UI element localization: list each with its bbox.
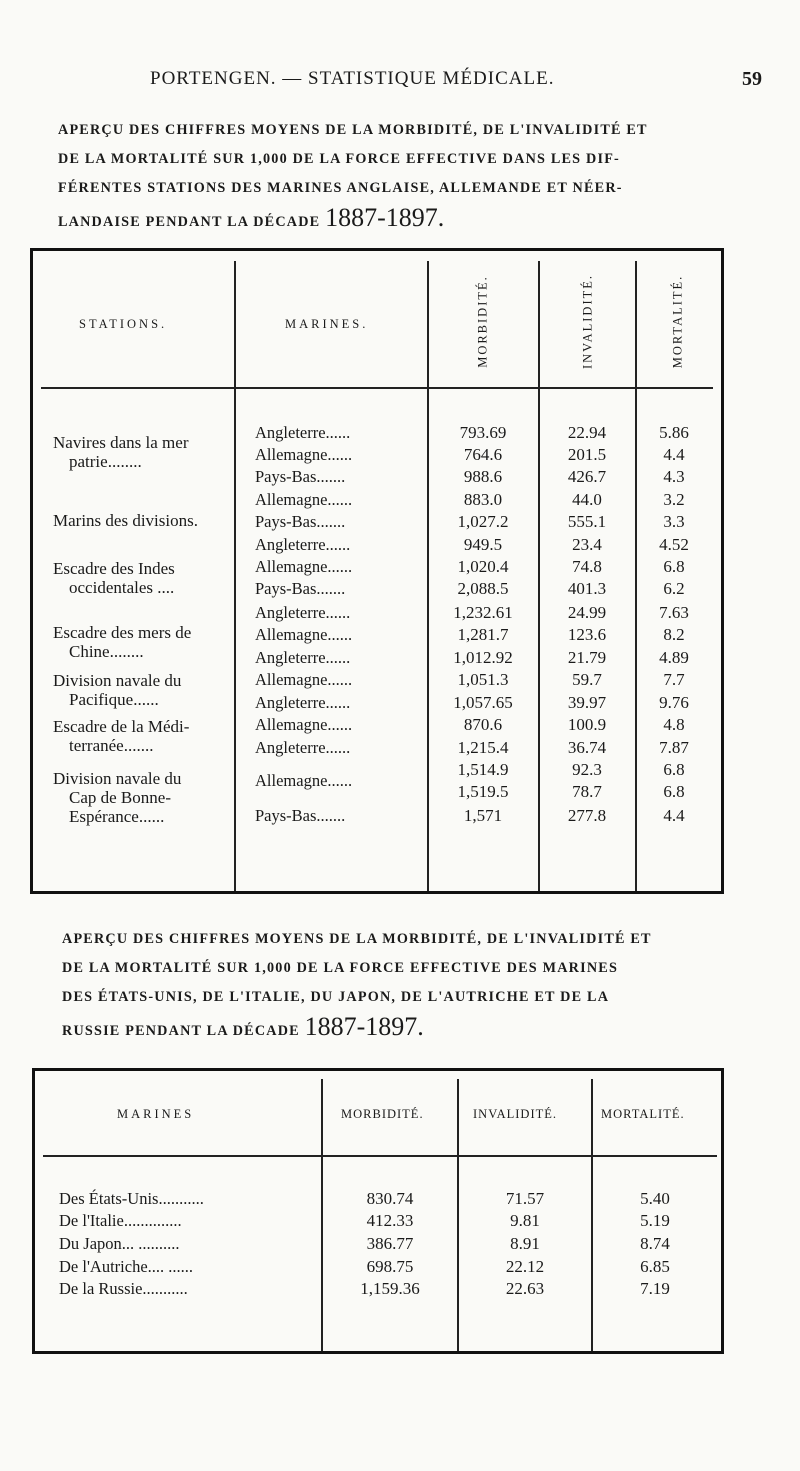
mortalite-cell: 4.52: [659, 535, 689, 554]
invalidite-cell: 100.9: [567, 715, 607, 734]
column-rule: [635, 261, 637, 891]
mortalite-cell: 6.8: [663, 760, 685, 779]
running-head: [140, 68, 770, 98]
column-rule: [321, 1079, 323, 1351]
mortalite-cell: 4.4: [663, 445, 685, 464]
mortalite-cell: 7.7: [663, 670, 685, 689]
table1-caption: [58, 116, 722, 237]
invalidite-cell: 123.6: [567, 625, 607, 644]
morbidite-cell: 1,020.4: [457, 557, 509, 576]
morbidite-cell: 1,012.92: [453, 648, 513, 667]
mortalite-cell: 3.2: [663, 490, 685, 509]
marine-cell: De l'Autriche.... ......: [59, 1257, 194, 1276]
morbidite-cell: 1,232.61: [453, 603, 513, 622]
morbidite-cell: 883.0: [463, 490, 503, 509]
invalidite-cell: 426.7: [567, 467, 607, 486]
invalidite-cell: 555.1: [567, 512, 607, 531]
station-label: Escadre de la Médi- terranée.......: [53, 717, 190, 755]
marine-cell: Angleterre......: [255, 423, 351, 442]
marine-cell: Du Japon... ..........: [59, 1234, 180, 1253]
marine-cell: Pays-Bas.......: [255, 579, 346, 598]
caption-line: RUSSIE PENDANT LA DÉCADE 1887-1897.: [62, 1012, 424, 1041]
column-rule: [538, 261, 540, 891]
station-label: Escadre des mers de Chine........: [53, 623, 192, 661]
mortalite-cell: 5.19: [640, 1211, 670, 1230]
station-label: Division navale du Pacifique......: [53, 671, 182, 709]
header-mortalite: MORTALITÉ.: [601, 1107, 685, 1121]
marine-cell: Angleterre......: [255, 603, 351, 622]
invalidite-cell: 21.79: [567, 648, 607, 667]
table2-caption: [62, 925, 724, 1046]
invalidite-cell: 44.0: [572, 490, 602, 509]
page-number: 59: [742, 68, 762, 90]
morbidite-cell: 698.75: [366, 1257, 414, 1276]
invalidite-cell: 39.97: [567, 693, 607, 712]
caption-decade: 1887-1897.: [325, 203, 445, 232]
mortalite-cell: 7.63: [659, 603, 689, 622]
morbidite-cell: 764.6: [463, 445, 503, 464]
mortalite-cell: 7.87: [659, 738, 689, 757]
invalidite-cell: 78.7: [572, 782, 602, 801]
marine-cell: Allemagne......: [255, 445, 353, 464]
marine-cell: Angleterre......: [255, 648, 351, 667]
caption-decade: 1887-1897.: [304, 1012, 424, 1041]
mortalite-cell: 6.8: [663, 782, 685, 801]
mortalite-cell: 8.2: [663, 625, 685, 644]
invalidite-cell: 8.91: [510, 1234, 540, 1253]
morbidite-cell: 1,027.2: [457, 512, 509, 531]
header-invalidite: INVALIDITÉ.: [473, 1107, 558, 1121]
marine-cell: Angleterre......: [255, 738, 351, 757]
invalidite-cell: 22.94: [567, 423, 607, 442]
mortalite-cell: 6.8: [663, 557, 685, 576]
marine-cell: Pays-Bas.......: [255, 512, 346, 531]
invalidite-cell: 59.7: [572, 670, 602, 689]
invalidite-cell: 71.57: [505, 1189, 545, 1208]
caption-line: APERÇU DES CHIFFRES MOYENS DE LA MORBIDITÉ, DE L'INVALIDITÉ ET: [62, 931, 652, 947]
morbidite-cell: 1,051.3: [457, 670, 509, 689]
table1: [30, 248, 724, 894]
station-label: Marins des divisions.: [53, 511, 198, 530]
morbidite-cell: 1,159.36: [360, 1279, 420, 1298]
marine-cell: Angleterre......: [255, 535, 351, 554]
running-title: PORTENGEN. — STATISTIQUE MÉDICALE.: [150, 68, 555, 89]
mortalite-cell: 8.74: [640, 1234, 670, 1253]
header-morbidite: MORBIDITÉ.: [475, 275, 490, 368]
morbidite-cell: 870.6: [463, 715, 503, 734]
invalidite-cell: 9.81: [510, 1211, 540, 1230]
morbidite-cell: 1,215.4: [457, 738, 509, 757]
marine-cell: De la Russie...........: [59, 1279, 188, 1298]
marine-cell: Allemagne......: [255, 771, 353, 790]
marine-cell: Angleterre......: [255, 693, 351, 712]
mortalite-cell: 4.3: [663, 467, 685, 486]
header-mortalite: MORTALITÉ.: [670, 274, 685, 369]
invalidite-cell: 201.5: [567, 445, 607, 464]
mortalite-cell: 9.76: [659, 693, 689, 712]
header-morbidite: MORBIDITÉ.: [341, 1107, 424, 1121]
morbidite-cell: 1,514.9: [457, 760, 509, 779]
header-stations: STATIONS.: [79, 317, 168, 331]
marine-cell: Des États-Unis...........: [59, 1189, 204, 1208]
invalidite-cell: 23.4: [572, 535, 602, 554]
morbidite-cell: 2,088.5: [457, 579, 509, 598]
station-label: Escadre des Indes occidentales ....: [53, 559, 175, 597]
morbidite-cell: 949.5: [463, 535, 503, 554]
mortalite-cell: 4.4: [663, 806, 685, 825]
invalidite-cell: 277.8: [567, 806, 607, 825]
mortalite-cell: 5.86: [659, 423, 689, 442]
marine-cell: Allemagne......: [255, 715, 353, 734]
caption-line: DES ÉTATS-UNIS, DE L'ITALIE, DU JAPON, DE L'AUTRICHE ET DE LA: [62, 989, 610, 1005]
header-rule: [43, 1155, 717, 1157]
mortalite-cell: 7.19: [640, 1279, 670, 1298]
mortalite-cell: 6.85: [640, 1257, 670, 1276]
table2: [32, 1068, 724, 1354]
invalidite-cell: 92.3: [572, 760, 602, 779]
morbidite-cell: 793.69: [459, 423, 507, 442]
morbidite-cell: 412.33: [366, 1211, 414, 1230]
morbidite-cell: 830.74: [366, 1189, 414, 1208]
marine-cell: Pays-Bas.......: [255, 806, 346, 825]
mortalite-cell: 5.40: [640, 1189, 670, 1208]
invalidite-cell: 36.74: [567, 738, 607, 757]
marine-cell: De l'Italie..............: [59, 1211, 182, 1230]
column-rule: [427, 261, 429, 891]
mortalite-cell: 3.3: [663, 512, 685, 531]
mortalite-cell: 4.8: [663, 715, 685, 734]
column-rule: [234, 261, 236, 891]
marine-cell: Allemagne......: [255, 557, 353, 576]
station-label: Navires dans la mer patrie........: [53, 433, 189, 471]
morbidite-cell: 1,571: [463, 806, 503, 825]
marine-cell: Allemagne......: [255, 670, 353, 689]
invalidite-cell: 22.63: [505, 1279, 545, 1298]
header-rule: [41, 387, 713, 389]
caption-line: FÉRENTES STATIONS DES MARINES ANGLAISE, ALLEMANDE ET NÉER-: [58, 180, 623, 196]
header-marines: MARINES: [117, 1107, 195, 1121]
marine-cell: Allemagne......: [255, 625, 353, 644]
morbidite-cell: 1,281.7: [457, 625, 509, 644]
header-marines: MARINES.: [285, 317, 369, 331]
caption-line: DE LA MORTALITÉ SUR 1,000 DE LA FORCE EFFECTIVE DANS LES DIF-: [58, 151, 620, 167]
station-label: Division navale du Cap de Bonne- Espérance......: [53, 769, 182, 826]
morbidite-cell: 988.6: [463, 467, 503, 486]
invalidite-cell: 74.8: [572, 557, 602, 576]
column-rule: [457, 1079, 459, 1351]
invalidite-cell: 401.3: [567, 579, 607, 598]
morbidite-cell: 1,057.65: [453, 693, 513, 712]
caption-line: LANDAISE PENDANT LA DÉCADE 1887-1897.: [58, 203, 445, 232]
invalidite-cell: 24.99: [567, 603, 607, 622]
header-invalidite: INVALIDITÉ.: [580, 273, 595, 370]
mortalite-cell: 4.89: [659, 648, 689, 667]
mortalite-cell: 6.2: [663, 579, 685, 598]
marine-cell: Allemagne......: [255, 490, 353, 509]
marine-cell: Pays-Bas.......: [255, 467, 346, 486]
column-rule: [591, 1079, 593, 1351]
invalidite-cell: 22.12: [505, 1257, 545, 1276]
caption-line: APERÇU DES CHIFFRES MOYENS DE LA MORBIDITÉ, DE L'INVALIDITÉ ET: [58, 122, 648, 138]
caption-line: DE LA MORTALITÉ SUR 1,000 DE LA FORCE EFFECTIVE DES MARINES: [62, 960, 619, 976]
morbidite-cell: 386.77: [366, 1234, 414, 1253]
morbidite-cell: 1,519.5: [457, 782, 509, 801]
